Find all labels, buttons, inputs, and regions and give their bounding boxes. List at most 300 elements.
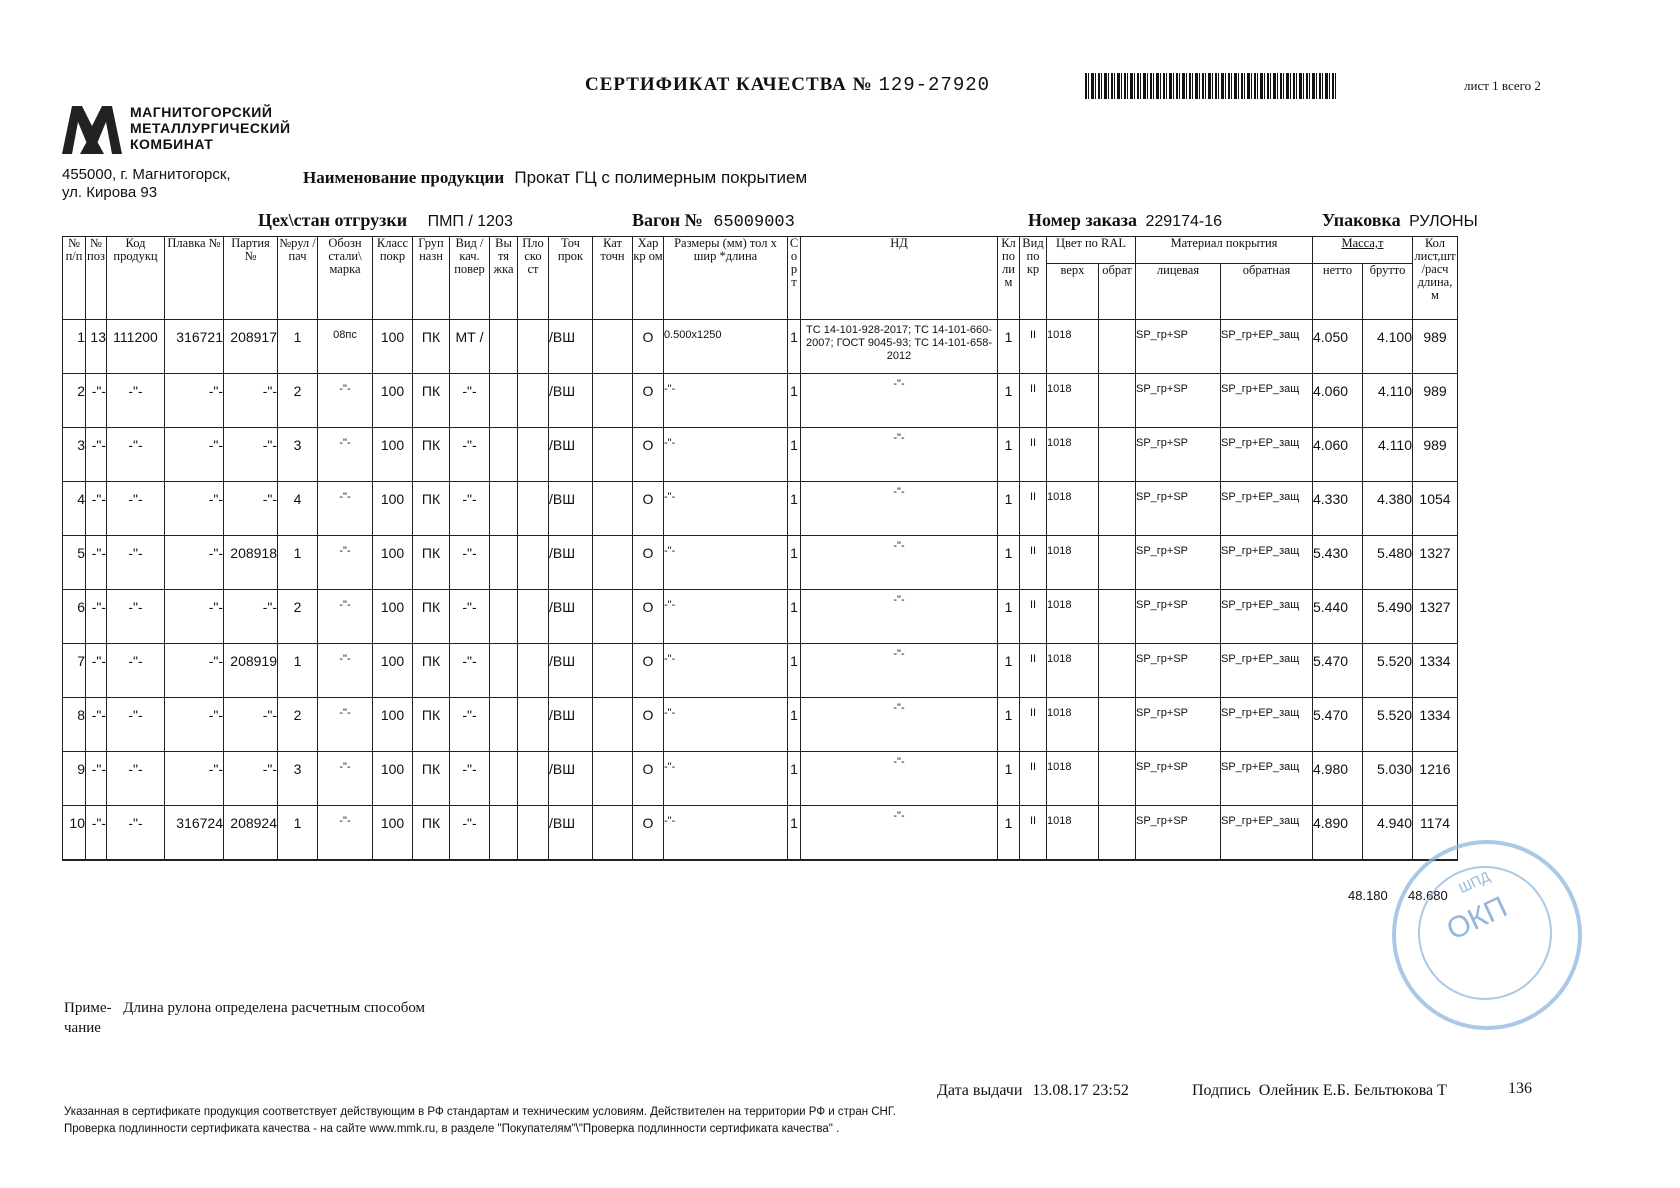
- cell-size: -"-: [664, 374, 788, 428]
- cell-roll: 1: [278, 644, 318, 698]
- cell-type: -"-: [450, 590, 490, 644]
- cell-kind: II: [1020, 590, 1047, 644]
- order-field: [1028, 210, 1222, 231]
- cell-net: 5.430: [1313, 536, 1363, 590]
- cell-batch: -"-: [224, 428, 278, 482]
- cell-empty: [1099, 374, 1136, 428]
- table-row: [63, 428, 1458, 482]
- wagon-field: [632, 210, 795, 232]
- cell-edge: О: [633, 536, 664, 590]
- order-value: 229174-16: [1145, 213, 1222, 230]
- cell-class: 100: [373, 644, 413, 698]
- col-header-cat: Кат точн: [593, 237, 633, 320]
- col-header-qty: Кол лист,шт /расч длина, м: [1413, 237, 1458, 320]
- cell-prec: /ВШ: [549, 644, 593, 698]
- cell-class: 100: [373, 590, 413, 644]
- cell-ral: 1018: [1047, 590, 1099, 644]
- col-header-mass-gross: брутто: [1363, 264, 1413, 320]
- cell-qty: 1174: [1413, 806, 1458, 860]
- cell-empty: [518, 374, 549, 428]
- certificate-number: 129-27920: [878, 74, 991, 96]
- cell-edge: О: [633, 752, 664, 806]
- cell-prec: /ВШ: [549, 320, 593, 374]
- col-header-code: Код продукц: [107, 237, 165, 320]
- total-gross: 48.680: [1408, 888, 1448, 903]
- cell-face: SP_гр+SP: [1136, 428, 1221, 482]
- cell-batch: 208918: [224, 536, 278, 590]
- cell-n: 10: [63, 806, 86, 860]
- cell-empty: [518, 806, 549, 860]
- cell-pos: -"-: [86, 428, 107, 482]
- table-row: [63, 698, 1458, 752]
- cell-group: ПК: [413, 536, 450, 590]
- cell-sort: 1: [788, 482, 801, 536]
- cell-edge: О: [633, 698, 664, 752]
- signature-value: Олейник Е.Б. Бельтюкова Т: [1258, 1082, 1447, 1099]
- cell-heat: 316721: [165, 320, 224, 374]
- cell-type: -"-: [450, 698, 490, 752]
- cell-kind: II: [1020, 428, 1047, 482]
- cell-qty: 1327: [1413, 590, 1458, 644]
- cell-net: 5.470: [1313, 644, 1363, 698]
- cell-cl: 1: [998, 482, 1020, 536]
- mmk-logo-icon: [62, 106, 122, 154]
- col-header-roll: №рул /пач: [278, 237, 318, 320]
- cell-type: -"-: [450, 644, 490, 698]
- cell-roll: 1: [278, 806, 318, 860]
- cell-batch: -"-: [224, 482, 278, 536]
- cell-steel: -"-: [318, 806, 373, 860]
- col-header-mass-net: нетто: [1313, 264, 1363, 320]
- col-header-type: Вид /кач. повер: [450, 237, 490, 320]
- cell-steel: -"-: [318, 644, 373, 698]
- cell-qty: 1334: [1413, 698, 1458, 752]
- cell-sort: 1: [788, 644, 801, 698]
- col-header-ral-top: верх: [1047, 264, 1099, 320]
- cell-edge: О: [633, 590, 664, 644]
- cell-face: SP_гр+SP: [1136, 320, 1221, 374]
- cell-steel: -"-: [318, 752, 373, 806]
- cell-cl: 1: [998, 590, 1020, 644]
- cell-nd: -"-: [801, 806, 998, 860]
- col-header-steel: Обозн стали\ марка: [318, 237, 373, 320]
- package-field: [1322, 210, 1478, 231]
- table-row: [63, 482, 1458, 536]
- cell-group: ПК: [413, 374, 450, 428]
- shop-label: Цех\стан отгрузки: [258, 210, 408, 230]
- cell-empty: [490, 320, 518, 374]
- cell-type: -"-: [450, 536, 490, 590]
- cell-empty: [490, 698, 518, 752]
- cell-roll: 1: [278, 536, 318, 590]
- cell-edge: О: [633, 644, 664, 698]
- cell-steel: -"-: [318, 374, 373, 428]
- cell-batch: 208919: [224, 644, 278, 698]
- cell-cl: 1: [998, 374, 1020, 428]
- product-label: Наименование продукции: [303, 168, 505, 187]
- footer-disclaimer: Указанная в сертификате продукция соответствует действующим в РФ стандартам и техническим условиям. Действителен на территории РФ и стран СНГ. Проверка подлинности сертификата качества - на сайте www.mmk.ru, в разделе "Покупателям"\"Проверка подлинности сертификата качества" .: [64, 1106, 896, 1135]
- cell-class: 100: [373, 698, 413, 752]
- table-row: [63, 644, 1458, 698]
- cell-group: ПК: [413, 428, 450, 482]
- cell-sort: 1: [788, 590, 801, 644]
- cell-back: SP_гр+EP_защ: [1221, 428, 1313, 482]
- cell-ral: 1018: [1047, 752, 1099, 806]
- cell-ral: 1018: [1047, 374, 1099, 428]
- cell-batch: -"-: [224, 698, 278, 752]
- cell-gross: 4.110: [1363, 428, 1413, 482]
- cell-roll: 4: [278, 482, 318, 536]
- cell-empty: [1099, 752, 1136, 806]
- cell-code: -"-: [107, 482, 165, 536]
- cell-empty: [490, 536, 518, 590]
- cell-batch: -"-: [224, 374, 278, 428]
- cell-type: -"-: [450, 806, 490, 860]
- cell-net: 4.980: [1313, 752, 1363, 806]
- cell-net: 4.890: [1313, 806, 1363, 860]
- cell-kind: II: [1020, 752, 1047, 806]
- cell-nd: -"-: [801, 374, 998, 428]
- address-line-1: 455000, г. Магнитогорск,: [62, 166, 231, 183]
- cell-prec: /ВШ: [549, 698, 593, 752]
- cell-n: 4: [63, 482, 86, 536]
- cell-sort: 1: [788, 428, 801, 482]
- col-header-nd: НД: [801, 237, 998, 320]
- cell-empty: [593, 644, 633, 698]
- stamp-text: ОКП: [1441, 890, 1513, 947]
- table-row: [63, 374, 1458, 428]
- cell-empty: [518, 536, 549, 590]
- cell-edge: О: [633, 320, 664, 374]
- cell-empty: [518, 752, 549, 806]
- note-label: Приме-: [64, 1000, 112, 1016]
- cell-back: SP_гр+EP_защ: [1221, 482, 1313, 536]
- cell-roll: 3: [278, 752, 318, 806]
- okp-stamp: [1392, 840, 1582, 1030]
- cell-empty: [1099, 698, 1136, 752]
- cell-cl: 1: [998, 806, 1020, 860]
- cell-net: 4.060: [1313, 374, 1363, 428]
- cell-code: -"-: [107, 536, 165, 590]
- cell-qty: 1216: [1413, 752, 1458, 806]
- cell-n: 1: [63, 320, 86, 374]
- cell-group: ПК: [413, 752, 450, 806]
- cell-gross: 4.100: [1363, 320, 1413, 374]
- col-header-flat: Пло ско ст: [518, 237, 549, 320]
- cell-face: SP_гр+SP: [1136, 644, 1221, 698]
- cell-group: ПК: [413, 806, 450, 860]
- cell-empty: [490, 428, 518, 482]
- cell-back: SP_гр+EP_защ: [1221, 590, 1313, 644]
- cell-gross: 5.490: [1363, 590, 1413, 644]
- table-row: [63, 536, 1458, 590]
- cell-face: SP_гр+SP: [1136, 806, 1221, 860]
- cell-heat: -"-: [165, 482, 224, 536]
- cell-empty: [490, 644, 518, 698]
- cell-cl: 1: [998, 320, 1020, 374]
- cell-face: SP_гр+SP: [1136, 536, 1221, 590]
- company-name: МАГНИТОГОРСКИЙ МЕТАЛЛУРГИЧЕСКИЙ КОМБИНАТ: [130, 104, 291, 152]
- table-row: [63, 590, 1458, 644]
- cell-face: SP_гр+SP: [1136, 590, 1221, 644]
- cell-code: -"-: [107, 752, 165, 806]
- cell-kind: II: [1020, 482, 1047, 536]
- col-header-heat: Плавка №: [165, 237, 224, 320]
- cell-code: -"-: [107, 644, 165, 698]
- cell-back: SP_гр+EP_защ: [1221, 806, 1313, 860]
- col-header-mat-back: обратная: [1221, 264, 1313, 320]
- cell-empty: [1099, 428, 1136, 482]
- signature: [1192, 1082, 1447, 1100]
- cell-size: -"-: [664, 644, 788, 698]
- cell-batch: -"-: [224, 590, 278, 644]
- cell-steel: -"-: [318, 536, 373, 590]
- cell-roll: 1: [278, 320, 318, 374]
- issue-date: [937, 1082, 1129, 1100]
- col-header-size: Размеры (мм) тол х шир *длина: [664, 237, 788, 320]
- col-header-material: Материал покрытия: [1136, 237, 1313, 264]
- col-header-group: Груп назн: [413, 237, 450, 320]
- cell-gross: 4.940: [1363, 806, 1413, 860]
- cell-net: 4.050: [1313, 320, 1363, 374]
- cell-prec: /ВШ: [549, 806, 593, 860]
- cell-cl: 1: [998, 752, 1020, 806]
- col-header-kind: Вид по кр: [1020, 237, 1047, 320]
- table-row: [63, 320, 1458, 374]
- cell-gross: 4.380: [1363, 482, 1413, 536]
- cell-heat: -"-: [165, 698, 224, 752]
- cell-qty: 1054: [1413, 482, 1458, 536]
- package-value: РУЛОНЫ: [1409, 213, 1478, 230]
- cell-size: 0.500х1250: [664, 320, 788, 374]
- cell-kind: II: [1020, 644, 1047, 698]
- cell-pos: -"-: [86, 482, 107, 536]
- cell-empty: [490, 590, 518, 644]
- cell-empty: [1099, 320, 1136, 374]
- cell-code: -"-: [107, 428, 165, 482]
- cell-batch: -"-: [224, 752, 278, 806]
- cell-pos: -"-: [86, 752, 107, 806]
- cell-empty: [1099, 644, 1136, 698]
- cell-kind: II: [1020, 536, 1047, 590]
- cell-cl: 1: [998, 536, 1020, 590]
- cell-qty: 989: [1413, 428, 1458, 482]
- product-name: [303, 168, 807, 188]
- col-header-n: № п/п: [63, 237, 86, 320]
- cell-empty: [518, 590, 549, 644]
- cell-kind: II: [1020, 698, 1047, 752]
- cell-group: ПК: [413, 482, 450, 536]
- cell-net: 5.470: [1313, 698, 1363, 752]
- cell-type: МТ /: [450, 320, 490, 374]
- cell-class: 100: [373, 536, 413, 590]
- cell-ral: 1018: [1047, 698, 1099, 752]
- cell-edge: О: [633, 806, 664, 860]
- shop-value: ПМП / 1203: [427, 213, 513, 230]
- cell-size: -"-: [664, 428, 788, 482]
- cell-qty: 1334: [1413, 644, 1458, 698]
- cell-type: -"-: [450, 752, 490, 806]
- cell-heat: -"-: [165, 590, 224, 644]
- cell-kind: II: [1020, 320, 1047, 374]
- cell-size: -"-: [664, 590, 788, 644]
- cell-n: 6: [63, 590, 86, 644]
- cell-net: 4.060: [1313, 428, 1363, 482]
- cell-batch: 208917: [224, 320, 278, 374]
- cell-roll: 2: [278, 698, 318, 752]
- cell-gross: 5.030: [1363, 752, 1413, 806]
- cell-ral: 1018: [1047, 806, 1099, 860]
- cell-code: -"-: [107, 698, 165, 752]
- address-line-2: ул. Кирова 93: [62, 184, 158, 201]
- cell-code: -"-: [107, 590, 165, 644]
- cell-size: -"-: [664, 806, 788, 860]
- cell-pos: -"-: [86, 698, 107, 752]
- stamp-subtext: ШПД: [1456, 867, 1493, 897]
- cell-ral: 1018: [1047, 644, 1099, 698]
- cell-empty: [593, 428, 633, 482]
- cell-qty: 989: [1413, 374, 1458, 428]
- cell-gross: 5.520: [1363, 644, 1413, 698]
- cell-nd: -"-: [801, 698, 998, 752]
- cell-pos: -"-: [86, 374, 107, 428]
- cell-code: -"-: [107, 374, 165, 428]
- col-header-draw: Вы тя жка: [490, 237, 518, 320]
- cell-n: 3: [63, 428, 86, 482]
- cell-group: ПК: [413, 590, 450, 644]
- cell-empty: [490, 482, 518, 536]
- cell-prec: /ВШ: [549, 536, 593, 590]
- cell-net: 4.330: [1313, 482, 1363, 536]
- cell-empty: [593, 374, 633, 428]
- col-header-mat-face: лицевая: [1136, 264, 1221, 320]
- cell-back: SP_гр+EP_защ: [1221, 320, 1313, 374]
- cell-class: 100: [373, 428, 413, 482]
- cell-face: SP_гр+SP: [1136, 482, 1221, 536]
- cell-gross: 4.110: [1363, 374, 1413, 428]
- signature-label: Подпись: [1192, 1082, 1251, 1099]
- cell-empty: [593, 698, 633, 752]
- cell-type: -"-: [450, 374, 490, 428]
- cell-group: ПК: [413, 644, 450, 698]
- cell-face: SP_гр+SP: [1136, 374, 1221, 428]
- wagon-label: Вагон №: [632, 210, 703, 230]
- cell-ral: 1018: [1047, 428, 1099, 482]
- cell-class: 100: [373, 752, 413, 806]
- cell-group: ПК: [413, 320, 450, 374]
- issue-date-value: 13.08.17 23:52: [1032, 1082, 1129, 1099]
- product-value: Прокат ГЦ с полимерным покрытием: [514, 168, 808, 187]
- col-header-sort: С о р т: [788, 237, 801, 320]
- cell-net: 5.440: [1313, 590, 1363, 644]
- cell-group: ПК: [413, 698, 450, 752]
- cell-steel: -"-: [318, 698, 373, 752]
- cell-size: -"-: [664, 698, 788, 752]
- cell-pos: 13: [86, 320, 107, 374]
- sheet-counter: лист 1 всего 2: [1464, 78, 1541, 93]
- cell-empty: [593, 482, 633, 536]
- cell-heat: 316724: [165, 806, 224, 860]
- cell-sort: 1: [788, 698, 801, 752]
- cell-prec: /ВШ: [549, 590, 593, 644]
- cell-code: -"-: [107, 806, 165, 860]
- col-header-pos: № поз: [86, 237, 107, 320]
- cell-back: SP_гр+EP_защ: [1221, 536, 1313, 590]
- cell-ral: 1018: [1047, 536, 1099, 590]
- cell-prec: /ВШ: [549, 482, 593, 536]
- cell-size: -"-: [664, 536, 788, 590]
- cell-class: 100: [373, 806, 413, 860]
- cell-steel: -"-: [318, 590, 373, 644]
- cell-sort: 1: [788, 806, 801, 860]
- cell-empty: [593, 752, 633, 806]
- cell-n: 9: [63, 752, 86, 806]
- cell-empty: [1099, 536, 1136, 590]
- cell-empty: [593, 806, 633, 860]
- cell-empty: [518, 482, 549, 536]
- cell-nd: ТС 14-101-928-2017; ТС 14-101-660-2007; ГОСТ 9045-93; ТС 14-101-658-2012: [801, 320, 998, 374]
- cell-edge: О: [633, 482, 664, 536]
- cell-size: -"-: [664, 752, 788, 806]
- cell-prec: /ВШ: [549, 752, 593, 806]
- cell-pos: -"-: [86, 536, 107, 590]
- cell-steel: -"-: [318, 428, 373, 482]
- order-label: Номер заказа: [1028, 210, 1137, 230]
- cell-empty: [593, 320, 633, 374]
- cell-empty: [490, 752, 518, 806]
- cell-heat: -"-: [165, 428, 224, 482]
- col-header-edge: Хар кр ом: [633, 237, 664, 320]
- cell-empty: [1099, 482, 1136, 536]
- cell-kind: II: [1020, 806, 1047, 860]
- barcode: [1085, 73, 1337, 99]
- col-header-ral-back: обрат: [1099, 264, 1136, 320]
- cell-nd: -"-: [801, 482, 998, 536]
- cell-sort: 1: [788, 374, 801, 428]
- cell-class: 100: [373, 320, 413, 374]
- cell-type: -"-: [450, 482, 490, 536]
- cell-pos: -"-: [86, 590, 107, 644]
- certificate-table: [62, 236, 1458, 861]
- cell-roll: 2: [278, 590, 318, 644]
- cell-gross: 5.520: [1363, 698, 1413, 752]
- cell-cl: 1: [998, 428, 1020, 482]
- cell-empty: [1099, 590, 1136, 644]
- cell-empty: [593, 590, 633, 644]
- cell-qty: 1327: [1413, 536, 1458, 590]
- note-text: Длина рулона определена расчетным способом: [123, 1000, 426, 1016]
- cell-empty: [490, 806, 518, 860]
- cell-nd: -"-: [801, 752, 998, 806]
- cell-face: SP_гр+SP: [1136, 698, 1221, 752]
- cell-steel: -"-: [318, 482, 373, 536]
- col-header-mass: Масса,т: [1313, 237, 1413, 264]
- cell-kind: II: [1020, 374, 1047, 428]
- cell-empty: [518, 698, 549, 752]
- cell-prec: /ВШ: [549, 374, 593, 428]
- page-code: 136: [1508, 1080, 1532, 1097]
- cell-cl: 1: [998, 698, 1020, 752]
- note-label-cont: чание: [64, 1020, 101, 1036]
- cell-steel: 08пс: [318, 320, 373, 374]
- cell-heat: -"-: [165, 752, 224, 806]
- cell-code: 111200: [107, 320, 165, 374]
- cell-back: SP_гр+EP_защ: [1221, 752, 1313, 806]
- title-label: СЕРТИФИКАТ КАЧЕСТВА №: [585, 74, 873, 95]
- shop-field: [258, 210, 513, 231]
- cell-ral: 1018: [1047, 482, 1099, 536]
- cell-empty: [593, 536, 633, 590]
